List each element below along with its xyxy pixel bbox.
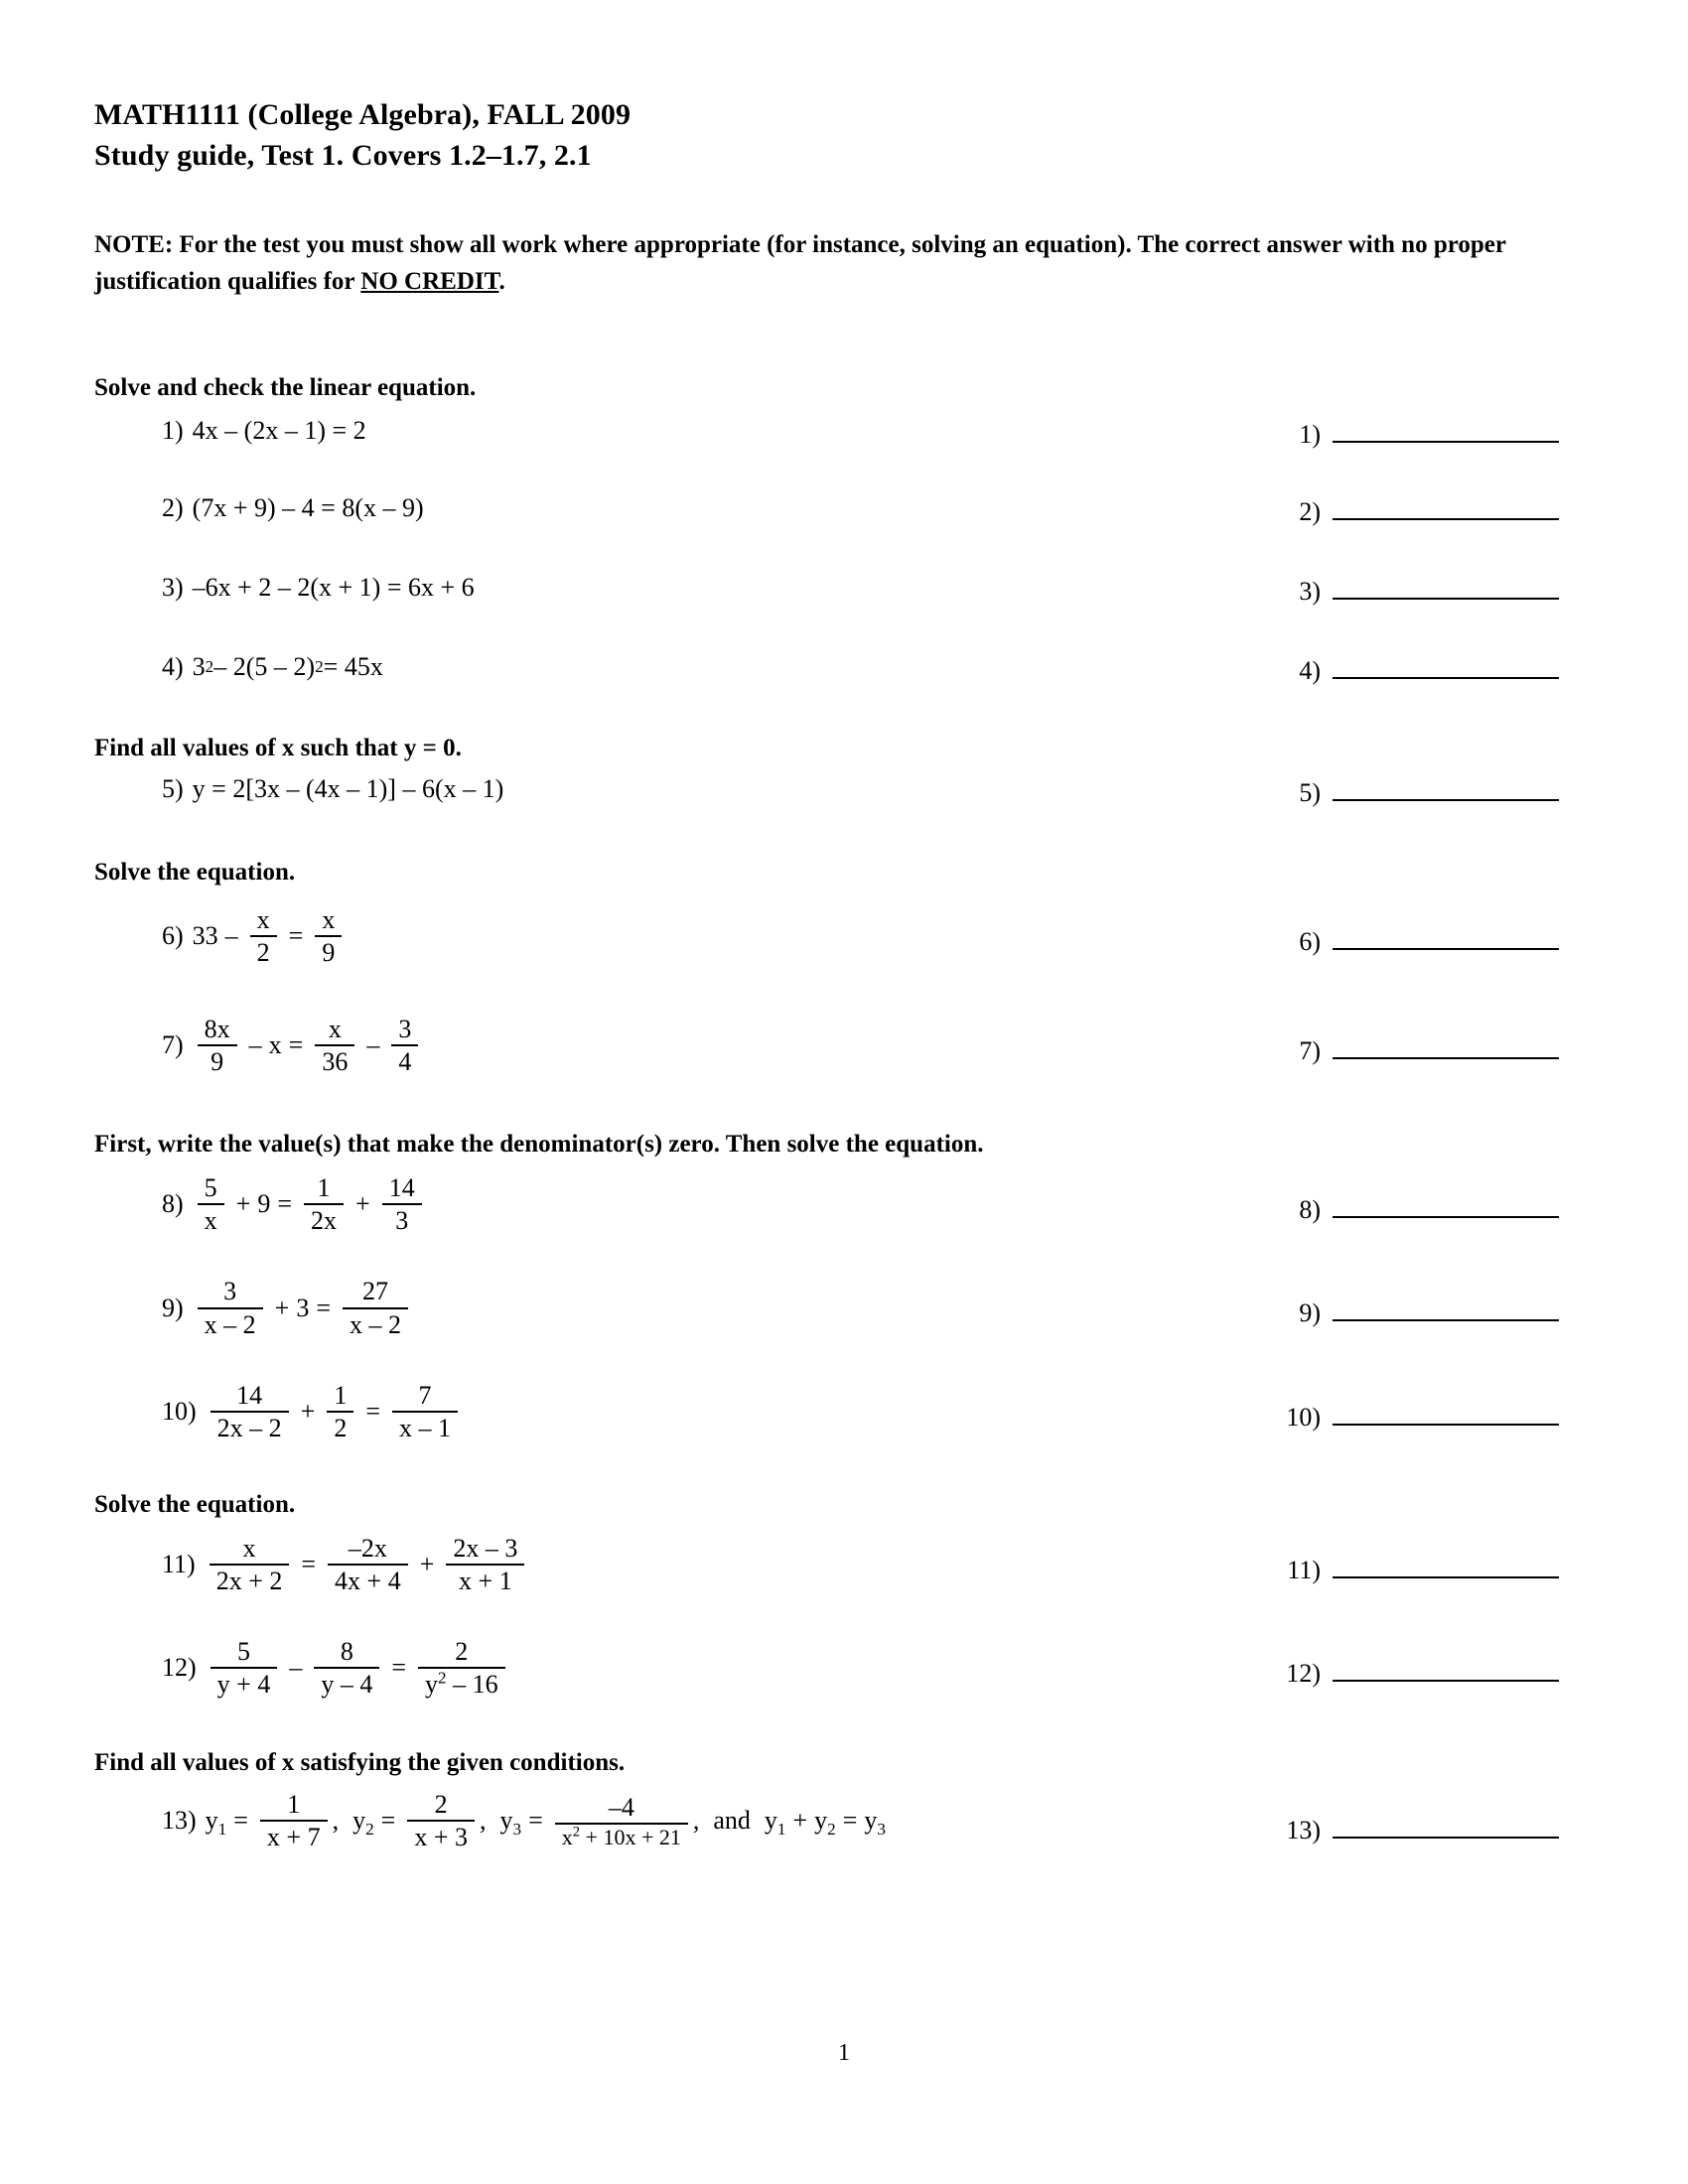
answer-slot-3	[1299, 573, 1559, 607]
problem-3-number: 3)	[162, 572, 184, 602]
p7-fraction-2	[315, 1015, 354, 1076]
p13-f3-den-base: x	[561, 1824, 573, 1849]
p11-f1-denominator: 2x + 2	[215, 1566, 283, 1595]
p12-f2-denominator: y – 4	[321, 1670, 373, 1700]
problem-9	[94, 1277, 413, 1338]
p6-operator-1: –	[224, 920, 238, 950]
p13-fraction-2	[407, 1790, 475, 1851]
p10-f3-denominator: x – 1	[399, 1413, 452, 1442]
p13-f3-denominator	[555, 1825, 688, 1850]
answer-slot-6	[1299, 905, 1559, 957]
p7-f1-numerator: 8x	[204, 1015, 230, 1043]
problem-6	[94, 905, 347, 967]
answer-slot-8	[1299, 1173, 1559, 1225]
note-text-part1: NOTE: For the test you must show all work where appropriate (for instance, solving an equation). The correct answer with no proper justification qualifies for	[94, 230, 1506, 295]
problem-1-number: 1)	[162, 415, 184, 445]
answer-slot-11	[1287, 1534, 1559, 1585]
answer-slot-2	[1299, 493, 1559, 527]
p13-comma-1: ,	[332, 1806, 340, 1836]
p7-f2-numerator: x	[328, 1015, 342, 1043]
answer-slot-10	[1286, 1381, 1559, 1433]
note-text-part2: .	[498, 267, 505, 295]
p13-cond-y2	[814, 1806, 836, 1840]
p12-f3-den-base: y	[425, 1670, 439, 1700]
problem-12-expression	[206, 1637, 510, 1699]
p7-f3-denominator: 4	[398, 1047, 412, 1077]
p7-term: x	[268, 1030, 282, 1060]
p8-fraction-3	[382, 1173, 422, 1235]
answer-blank-13[interactable]	[1333, 1823, 1559, 1839]
answer-label-6: 6)	[1299, 926, 1321, 956]
p13-f2-denominator: x + 3	[414, 1823, 469, 1852]
problem-row-12	[94, 1637, 1559, 1699]
p13-cond-y1-name: y	[764, 1806, 777, 1836]
p8-f3-denominator: 3	[395, 1206, 409, 1236]
p8-f1-denominator: x	[204, 1206, 217, 1236]
section-find-x-y-zero	[94, 734, 1559, 808]
problem-row-11	[94, 1534, 1559, 1595]
problem-7-expression	[193, 1015, 424, 1076]
section-heading-4: First, write the value(s) that make the denominator(s) zero. Then solve the equation.	[94, 1131, 984, 1159]
p13-f1-numerator: 1	[287, 1790, 301, 1820]
p6-fraction-1	[250, 905, 277, 967]
answer-blank-6[interactable]	[1333, 934, 1559, 950]
section-solve-check-linear	[94, 373, 1559, 686]
section-heading-3: Solve the equation.	[94, 858, 296, 886]
section-heading-1: Solve and check the linear equation.	[94, 373, 477, 401]
p13-y2-label	[352, 1806, 374, 1840]
p13-fraction-3	[555, 1793, 688, 1850]
p6-f1-numerator: x	[256, 904, 270, 934]
answer-label-2: 2)	[1299, 496, 1321, 526]
problem-row-2	[94, 493, 1559, 527]
answer-slot-4	[1299, 652, 1559, 686]
answer-label-4: 4)	[1299, 655, 1321, 685]
p10-operator-1: +	[300, 1396, 316, 1426]
problem-11-number: 11)	[162, 1549, 196, 1578]
p6-equals: =	[288, 920, 304, 950]
p12-f3-numerator: 2	[455, 1637, 469, 1667]
p8-fraction-1	[198, 1173, 224, 1235]
p11-fraction-1	[210, 1534, 290, 1595]
problem-row-8	[94, 1173, 1559, 1235]
answer-blank-1[interactable]	[1333, 427, 1559, 443]
p8-term: 9	[257, 1189, 271, 1219]
problem-10-number: 10)	[162, 1396, 197, 1426]
problem-1	[94, 416, 366, 446]
answer-slot-7	[1299, 1015, 1559, 1066]
page-number: 1	[838, 2040, 850, 2066]
p8-f3-numerator: 14	[388, 1173, 415, 1203]
p9-fraction-1	[198, 1277, 263, 1338]
p7-equals: =	[288, 1030, 304, 1060]
p6-f2-numerator: x	[322, 904, 336, 934]
p12-fraction-1	[211, 1637, 278, 1699]
answer-label-5: 5)	[1299, 777, 1321, 807]
p13-y3-label	[499, 1806, 522, 1840]
answer-blank-9[interactable]	[1333, 1305, 1559, 1321]
p6-lead: 33	[192, 920, 218, 950]
p13-cond-y2-subscript: 2	[827, 1820, 836, 1840]
problem-5	[94, 774, 503, 804]
answer-label-11: 11)	[1287, 1555, 1321, 1584]
problem-4-number: 4)	[162, 651, 184, 681]
title-line-1: MATH1111 (College Algebra), FALL 2009	[94, 98, 632, 131]
p8-f2-denominator: 2x	[311, 1206, 338, 1236]
answer-slot-13	[1286, 1790, 1559, 1845]
p8-f1-numerator: 5	[204, 1173, 217, 1203]
problem-10	[94, 1381, 463, 1442]
problem-13	[94, 1790, 886, 1851]
p12-f1-denominator: y + 4	[216, 1670, 271, 1700]
p12-fraction-2	[314, 1637, 379, 1699]
p13-cond-y3-name: y	[864, 1806, 878, 1836]
p11-f3-numerator: 2x – 3	[453, 1533, 518, 1563]
p13-y1-label	[205, 1806, 227, 1840]
section-solve-equation-b	[94, 1490, 1559, 1699]
p13-y2-name: y	[352, 1806, 366, 1836]
p8-operator-2: +	[355, 1189, 370, 1219]
p13-f2-numerator: 2	[434, 1790, 448, 1820]
p10-fraction-2	[327, 1381, 353, 1442]
note-paragraph	[94, 226, 1544, 300]
problem-5-number: 5)	[162, 773, 184, 803]
p13-f1-denominator: x + 7	[266, 1823, 321, 1852]
p13-cond-plus: +	[792, 1806, 808, 1836]
answer-label-13: 13)	[1286, 1816, 1321, 1845]
p9-term: 3	[296, 1293, 310, 1322]
answer-blank-3[interactable]	[1333, 584, 1559, 600]
p13-comma-2: ,	[480, 1806, 487, 1836]
problem-9-expression	[193, 1277, 413, 1338]
problem-13-expression	[206, 1790, 886, 1851]
p11-f1-numerator: x	[242, 1533, 256, 1563]
p10-f2-denominator: 2	[334, 1413, 348, 1442]
answer-label-12: 12)	[1286, 1659, 1321, 1689]
p13-equals-1: =	[233, 1806, 248, 1836]
section-find-x-conditions	[94, 1748, 1559, 1851]
p13-f3-numerator: –4	[608, 1792, 634, 1822]
problem-row-7	[94, 1015, 1559, 1076]
p10-f1-denominator: 2x – 2	[216, 1413, 282, 1442]
section-solve-equation-a	[94, 858, 1559, 1076]
problem-6-number: 6)	[162, 920, 184, 950]
answer-slot-1	[1299, 416, 1559, 450]
answer-label-7: 7)	[1299, 1036, 1321, 1065]
p13-cond-y3-subscript: 3	[877, 1820, 886, 1840]
problem-row-10	[94, 1381, 1559, 1442]
p12-operator-1: –	[289, 1653, 303, 1683]
answer-slot-5	[1299, 774, 1559, 808]
p9-f1-numerator: 3	[223, 1277, 237, 1306]
page-title	[94, 94, 1559, 177]
p11-operator-1: +	[419, 1549, 435, 1578]
answer-blank-10[interactable]	[1333, 1410, 1559, 1426]
problem-3-expression: –6x + 2 – 2(x + 1) = 6x + 6	[192, 572, 475, 602]
answer-blank-11[interactable]	[1333, 1563, 1559, 1578]
p9-f1-denominator: x – 2	[204, 1309, 256, 1339]
problem-5-expression: y = 2[3x – (4x – 1)] – 6(x – 1)	[192, 773, 504, 803]
answer-blank-5[interactable]	[1333, 785, 1559, 801]
p7-f3-numerator: 3	[398, 1015, 412, 1043]
problem-row-13	[94, 1790, 1559, 1851]
p13-cond-y1	[764, 1806, 786, 1840]
p7-f1-denominator: 9	[211, 1047, 224, 1077]
answer-label-1: 1)	[1299, 419, 1321, 449]
answer-label-3: 3)	[1299, 576, 1321, 606]
problem-2-number: 2)	[162, 492, 184, 522]
answer-label-9: 9)	[1299, 1298, 1321, 1328]
answer-blank-8[interactable]	[1333, 1202, 1559, 1218]
problem-8	[94, 1173, 427, 1235]
problem-row-3	[94, 573, 1559, 607]
p9-equals: =	[316, 1293, 332, 1322]
p6-f2-denominator: 9	[322, 937, 336, 967]
problem-3	[94, 573, 475, 603]
p11-f2-numerator: –2x	[348, 1533, 387, 1563]
p13-cond-y2-name: y	[814, 1806, 828, 1836]
p11-fraction-3	[446, 1534, 524, 1595]
section-denominator-zero	[94, 1130, 1559, 1442]
title-line-2: Study guide, Test 1. Covers 1.2–1.7, 2.1	[94, 139, 592, 173]
section-heading-6: Find all values of x satisfying the given conditions.	[94, 1749, 626, 1777]
p9-f2-numerator: 27	[362, 1277, 389, 1306]
p10-fraction-3	[392, 1381, 458, 1442]
p13-equals-2: =	[380, 1806, 396, 1836]
problem-11-expression	[205, 1534, 530, 1595]
p11-fraction-2	[328, 1534, 408, 1595]
answer-slot-9	[1299, 1277, 1559, 1328]
problem-6-expression	[193, 905, 348, 967]
p13-y1-name: y	[205, 1806, 218, 1836]
p10-f1-numerator: 14	[236, 1380, 263, 1410]
problem-7	[94, 1015, 423, 1076]
p13-conjunction: and	[713, 1806, 751, 1836]
problem-4	[94, 652, 383, 682]
p12-f1-numerator: 5	[237, 1637, 250, 1667]
p13-f3-den-exponent: 2	[572, 1824, 581, 1841]
problem-8-number: 8)	[162, 1189, 184, 1219]
answer-blank-12[interactable]	[1333, 1666, 1559, 1682]
p10-fraction-1	[211, 1381, 289, 1442]
problem-4-expression: 3 2 – 2(5 – 2) 2 = 45x	[192, 651, 383, 681]
problem-row-6	[94, 905, 1559, 967]
problem-2-expression: (7x + 9) – 4 = 8(x – 9)	[192, 492, 424, 522]
p10-equals: =	[365, 1396, 381, 1426]
p12-equals: =	[391, 1653, 407, 1683]
answer-blank-2[interactable]	[1333, 504, 1559, 520]
p13-f3-den-tail: + 10x + 21	[580, 1824, 681, 1849]
p12-f2-numerator: 8	[340, 1637, 353, 1667]
p7-operator-1: –	[248, 1030, 262, 1060]
problem-row-9	[94, 1277, 1559, 1338]
p13-equals-3: =	[528, 1806, 543, 1836]
p10-f3-numerator: 7	[418, 1380, 432, 1410]
p4-base1: 3	[192, 651, 206, 681]
p13-y1-subscript: 1	[217, 1820, 227, 1840]
problem-12	[94, 1637, 510, 1699]
problem-8-expression	[193, 1173, 427, 1235]
problem-11	[94, 1534, 529, 1595]
p6-fraction-2	[315, 905, 342, 967]
p13-y3-name: y	[499, 1806, 513, 1836]
problem-9-number: 9)	[162, 1293, 184, 1322]
answer-blank-4[interactable]	[1333, 663, 1559, 679]
p13-cond-y1-subscript: 1	[776, 1820, 786, 1840]
p9-f2-denominator: x – 2	[350, 1309, 402, 1339]
answer-blank-7[interactable]	[1333, 1043, 1559, 1059]
p7-fraction-3	[391, 1015, 418, 1076]
p8-f2-numerator: 1	[317, 1173, 331, 1203]
section-heading-2: Find all values of x such that y = 0.	[94, 734, 462, 761]
p7-fraction-1	[198, 1015, 237, 1076]
p8-fraction-2	[304, 1173, 344, 1235]
note-emphasis-no-credit: NO CREDIT	[360, 267, 499, 295]
p7-f2-denominator: 36	[322, 1047, 349, 1077]
p13-fraction-1	[260, 1790, 328, 1851]
p4-tail: = 45x	[323, 651, 383, 681]
p6-f1-denominator: 2	[256, 937, 270, 967]
p13-y3-subscript: 3	[512, 1820, 522, 1840]
section-heading-5: Solve the equation.	[94, 1490, 296, 1518]
p8-operator-1: +	[235, 1189, 251, 1219]
p13-y2-subscript: 2	[365, 1820, 374, 1840]
p8-equals: =	[277, 1189, 293, 1219]
p13-cond-y3	[864, 1806, 886, 1840]
p12-f3-den-exponent: 2	[438, 1668, 447, 1688]
problem-12-number: 12)	[162, 1653, 197, 1683]
p11-f3-denominator: x + 1	[459, 1566, 512, 1595]
problem-row-4	[94, 652, 1559, 686]
problem-13-number: 13)	[162, 1806, 197, 1836]
p10-f2-numerator: 1	[334, 1380, 348, 1410]
p9-operator-1: +	[274, 1293, 290, 1322]
problem-7-number: 7)	[162, 1030, 184, 1060]
p12-f3-den-tail: – 16	[446, 1670, 498, 1700]
p4-middle: – 2(5 – 2)	[213, 651, 316, 681]
problem-10-expression	[206, 1381, 463, 1442]
p7-operator-2: –	[366, 1030, 380, 1060]
p13-comma-3: ,	[692, 1806, 700, 1836]
p9-fraction-2	[343, 1277, 408, 1338]
problem-2	[94, 493, 424, 523]
p11-equals: =	[301, 1549, 317, 1578]
answer-label-8: 8)	[1299, 1195, 1321, 1225]
problem-1-expression: 4x – (2x – 1) = 2	[192, 415, 366, 445]
p13-cond-equals: =	[842, 1806, 858, 1836]
problem-row-1	[94, 416, 1559, 450]
answer-label-10: 10)	[1286, 1402, 1321, 1432]
p11-f2-denominator: 4x + 4	[335, 1566, 401, 1595]
answer-slot-12	[1286, 1637, 1559, 1689]
p12-fraction-3	[418, 1637, 505, 1699]
p12-f3-denominator	[418, 1669, 505, 1699]
problem-row-5	[94, 774, 1559, 808]
